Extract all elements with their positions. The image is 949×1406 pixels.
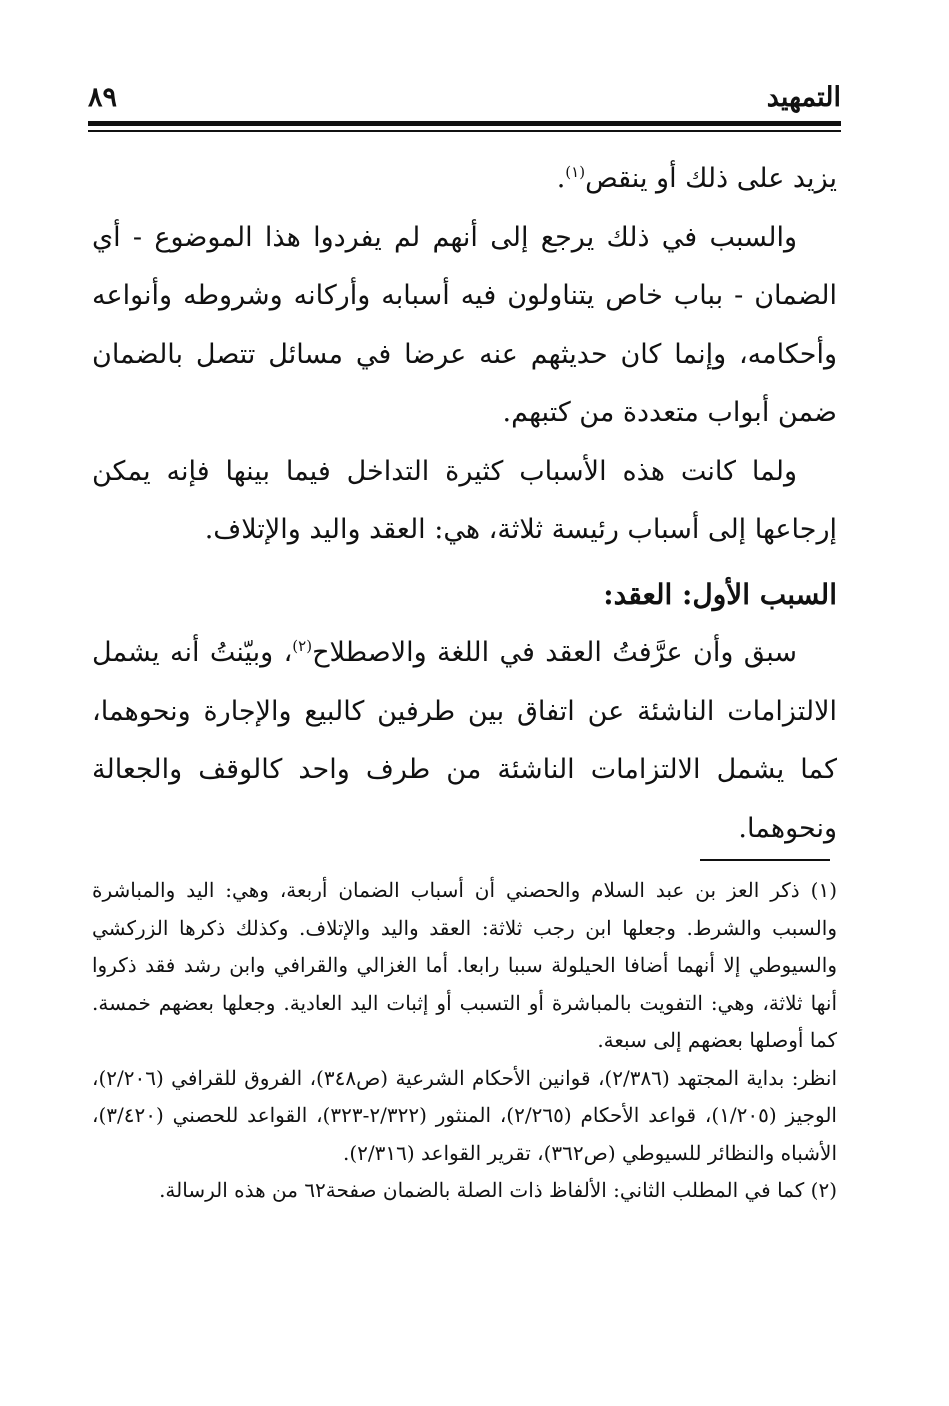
paragraph-1 — [92, 150, 837, 209]
running-header — [88, 78, 841, 118]
section-heading: السبب الأول: العقد: — [603, 577, 837, 611]
paragraph-4-text-a: سبق وأن عرَّفتُ العقد في اللغة والاصطلاح — [312, 637, 797, 668]
header-rule-thin — [88, 130, 841, 132]
page-number: ٨٩ — [88, 82, 118, 113]
paragraph-1-text: يزيد على ذلك أو ينقص — [585, 163, 837, 194]
footnote-ref-1[interactable]: (١) — [565, 163, 586, 181]
footnote-ref-2[interactable]: (٢) — [292, 637, 313, 655]
chapter-title: التمهيد — [766, 82, 841, 113]
paragraph-4 — [92, 624, 837, 858]
main-text — [92, 150, 837, 858]
footnote-1: (١) ذكر العز بن عبد السلام والحصني أن أسباب الضمان أربعة، وهي: اليد والمباشرة والسبب والشرط. وجعلها ابن رجب ثلاثة: العقد واليد والإتلاف. وكذلك ذكرها الزركشي والسيوطي إلا أنهما أضافا الحيلولة سببا رابعا. أما الغزالي والقرافي وابن رشد فقد ذكروا أنها ثلاثة، وهي: التفويت بالمباشرة أو التسبب أو إثبات اليد العادية. وجعلها بعضهم خمسة. كما أوصلها بعضهم إلى سبعة. — [92, 878, 838, 1052]
paragraph-2: والسبب في ذلك يرجع إلى أنهم لم يفردوا هذا الموضوع - أي الضمان - بباب خاص يتناولون فيه أسبابه وأركانه وشروطه وأنواعه وأحكامه، وإنما كان حديثهم عنه عرضا في مسائل تتصل بالضمان ضمن أبواب متعددة من كتبهم. — [92, 221, 837, 428]
footnotes — [92, 872, 837, 1210]
paragraph-3: ولما كانت هذه الأسباب كثيرة التداخل فيما بينها فإنه يمكن إرجاعها إلى أسباب رئيسة ثلاثة، هي: العقد واليد والإتلاف. — [92, 455, 837, 545]
footnote-1-references: انظر: بداية المجتهد (٢/٣٨٦)، قوانين الأحكام الشرعية (ص٣٤٨)، الفروق للقرافي (٢/٢٠٦)، الوجيز (١/٢٠٥)، قواعد الأحكام (٢/٢٦٥)، المنثور (٢/٣٢٢-٣٢٣)، القواعد للحصني (٣/٤٢٠)، الأشباه والنظائر للسيوطي (ص٣٦٢)، تقرير القواعد (٢/٣١٦). — [92, 1065, 837, 1165]
footnote-separator — [700, 859, 830, 861]
header-rule-thick — [88, 121, 841, 126]
paragraph-1-end: . — [556, 163, 566, 194]
footnote-2: (٢) كما في المطلب الثاني: الألفاظ ذات الصلة بالضمان صفحة٦٢ من هذه الرسالة. — [159, 1178, 837, 1202]
paragraph-4-text-b: ، وبيّنتُ أنه يشمل الالتزامات الناشئة عن اتفاق بين طرفين كالبيع والإجارة ونحوهما، كما يشمل الالتزامات الناشئة من طرف واحد كالوقف والجعالة ونحوهما. — [92, 637, 837, 844]
